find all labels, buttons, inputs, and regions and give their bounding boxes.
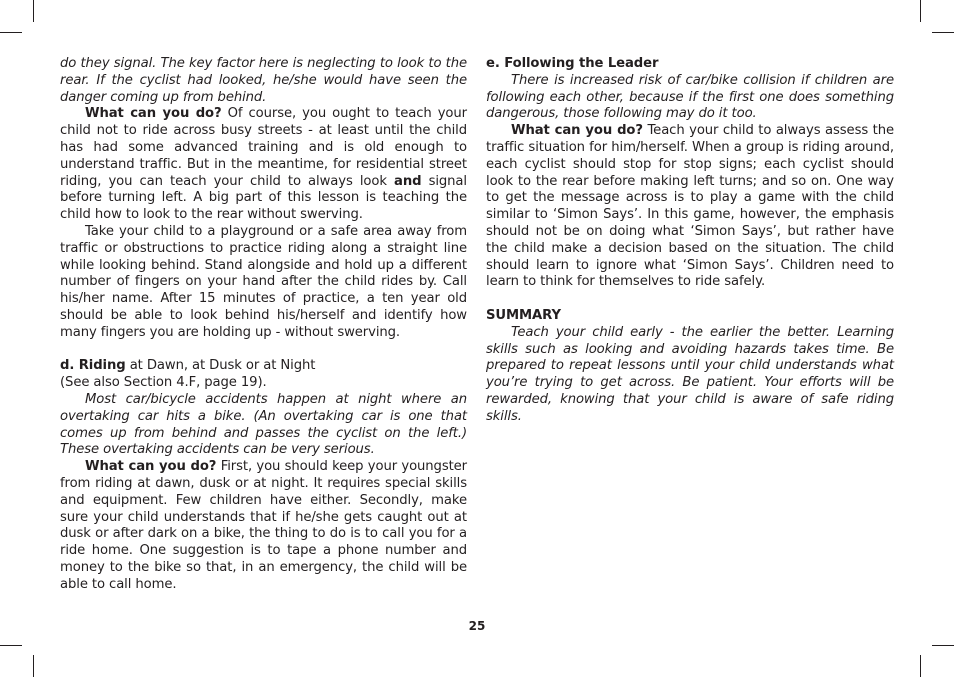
- page-number: 25: [468, 619, 486, 633]
- summary-heading: SUMMARY: [486, 307, 561, 323]
- section-e-intro: There is increased risk of car/bike collision if children are following each other, because if the first one does something dangerous, those following may do it too.: [486, 72, 894, 122]
- section-d-see-also: (See also Section 4.F, page 19).: [60, 375, 267, 391]
- section-e-heading: e. Following the Leader: [486, 56, 659, 71]
- section-d-what-can-you-do: What can you do? First, you should keep your youngster from riding at dawn, dusk or at night. It requires special skills and equipment. Few children have either. Secondly, make sure your child understands that if he/she gets caught out at dusk or after dark on a bike, the thing to do is to call you for a ride home. One suggestion is to tape a phone number and money to the bike so that, in an emergency, the child will be able to call home.: [60, 459, 467, 592]
- right-column: [486, 56, 894, 426]
- lead-in: What can you do?: [85, 459, 217, 475]
- crop-mark: [932, 645, 954, 646]
- paragraph-continuation: do they signal. The key factor here is neglecting to look to the rear. If the cyclist had looked, he/she would have seen the danger coming up from behind.: [60, 56, 467, 105]
- left-column: [60, 56, 467, 594]
- crop-mark: [920, 0, 921, 22]
- crop-mark: [920, 655, 921, 677]
- crop-mark: [0, 32, 22, 33]
- lead-in: What can you do?: [511, 123, 643, 139]
- spacer: [486, 291, 894, 308]
- section-d-intro: Most car/bicycle accidents happen at night where an overtaking car hits a bike. (An overtaking car is one that comes up from behind and passes the cyclist on the left.) These overtaking accidents can be very serious.: [60, 391, 467, 458]
- crop-mark: [932, 32, 954, 33]
- section-e-what-can-you-do: What can you do? Teach your child to always assess the traffic situation for him/herself. When a group is riding around, each cyclist should stop for stop signs; each cyclist should look to the rear before making left turns; and so on. One way to get the message across is to play a game with the child similar to ‘Simon Says’. In this game, however, the emphasis should not be on doing what ‘Simon Says’, but rather have the child make a decision based on the situation. The child should learn to ignore what ‘Simon Says’. Children need to learn to think for themselves to ride safely.: [486, 123, 894, 290]
- paragraph-practice: Take your child to a playground or a safe area away from traffic or obstructions to practice riding along a straight line while looking behind. Stand alongside and hold up a different number of fingers on your hand after the child rides by. Call his/her name. After 15 minutes of practice, a ten year old should be able to look behind his/herself and identify how many fingers you are holding up - without swerving.: [60, 223, 467, 340]
- summary-text: Teach your child early - the earlier the better. Learning skills such as looking and avoiding hazards takes time. Be prepared to repeat lessons until your child understands what you’re trying to get across. Be patient. Your efforts will be rewarded, knowing that your child is aware of safe riding skills.: [486, 324, 894, 424]
- crop-mark: [33, 655, 34, 677]
- spacer: [60, 342, 467, 359]
- emphasis-and: and: [394, 173, 422, 189]
- lead-in: What can you do?: [85, 106, 222, 122]
- crop-mark: [33, 0, 34, 22]
- crop-mark: [0, 645, 22, 646]
- paragraph-what-can-you-do: What can you do? Of course, you ought to teach your child not to ride across busy streets - at least until the child has had some advanced training and is old enough to understand traffic. But in the meantime, for residential street riding, you can teach your child to always look and signal before turning left. A big part of this lesson is teaching the child how to look to the rear without swerving.: [60, 106, 467, 223]
- section-d-heading: d. Riding at Dawn, at Dusk or at Night: [60, 358, 316, 374]
